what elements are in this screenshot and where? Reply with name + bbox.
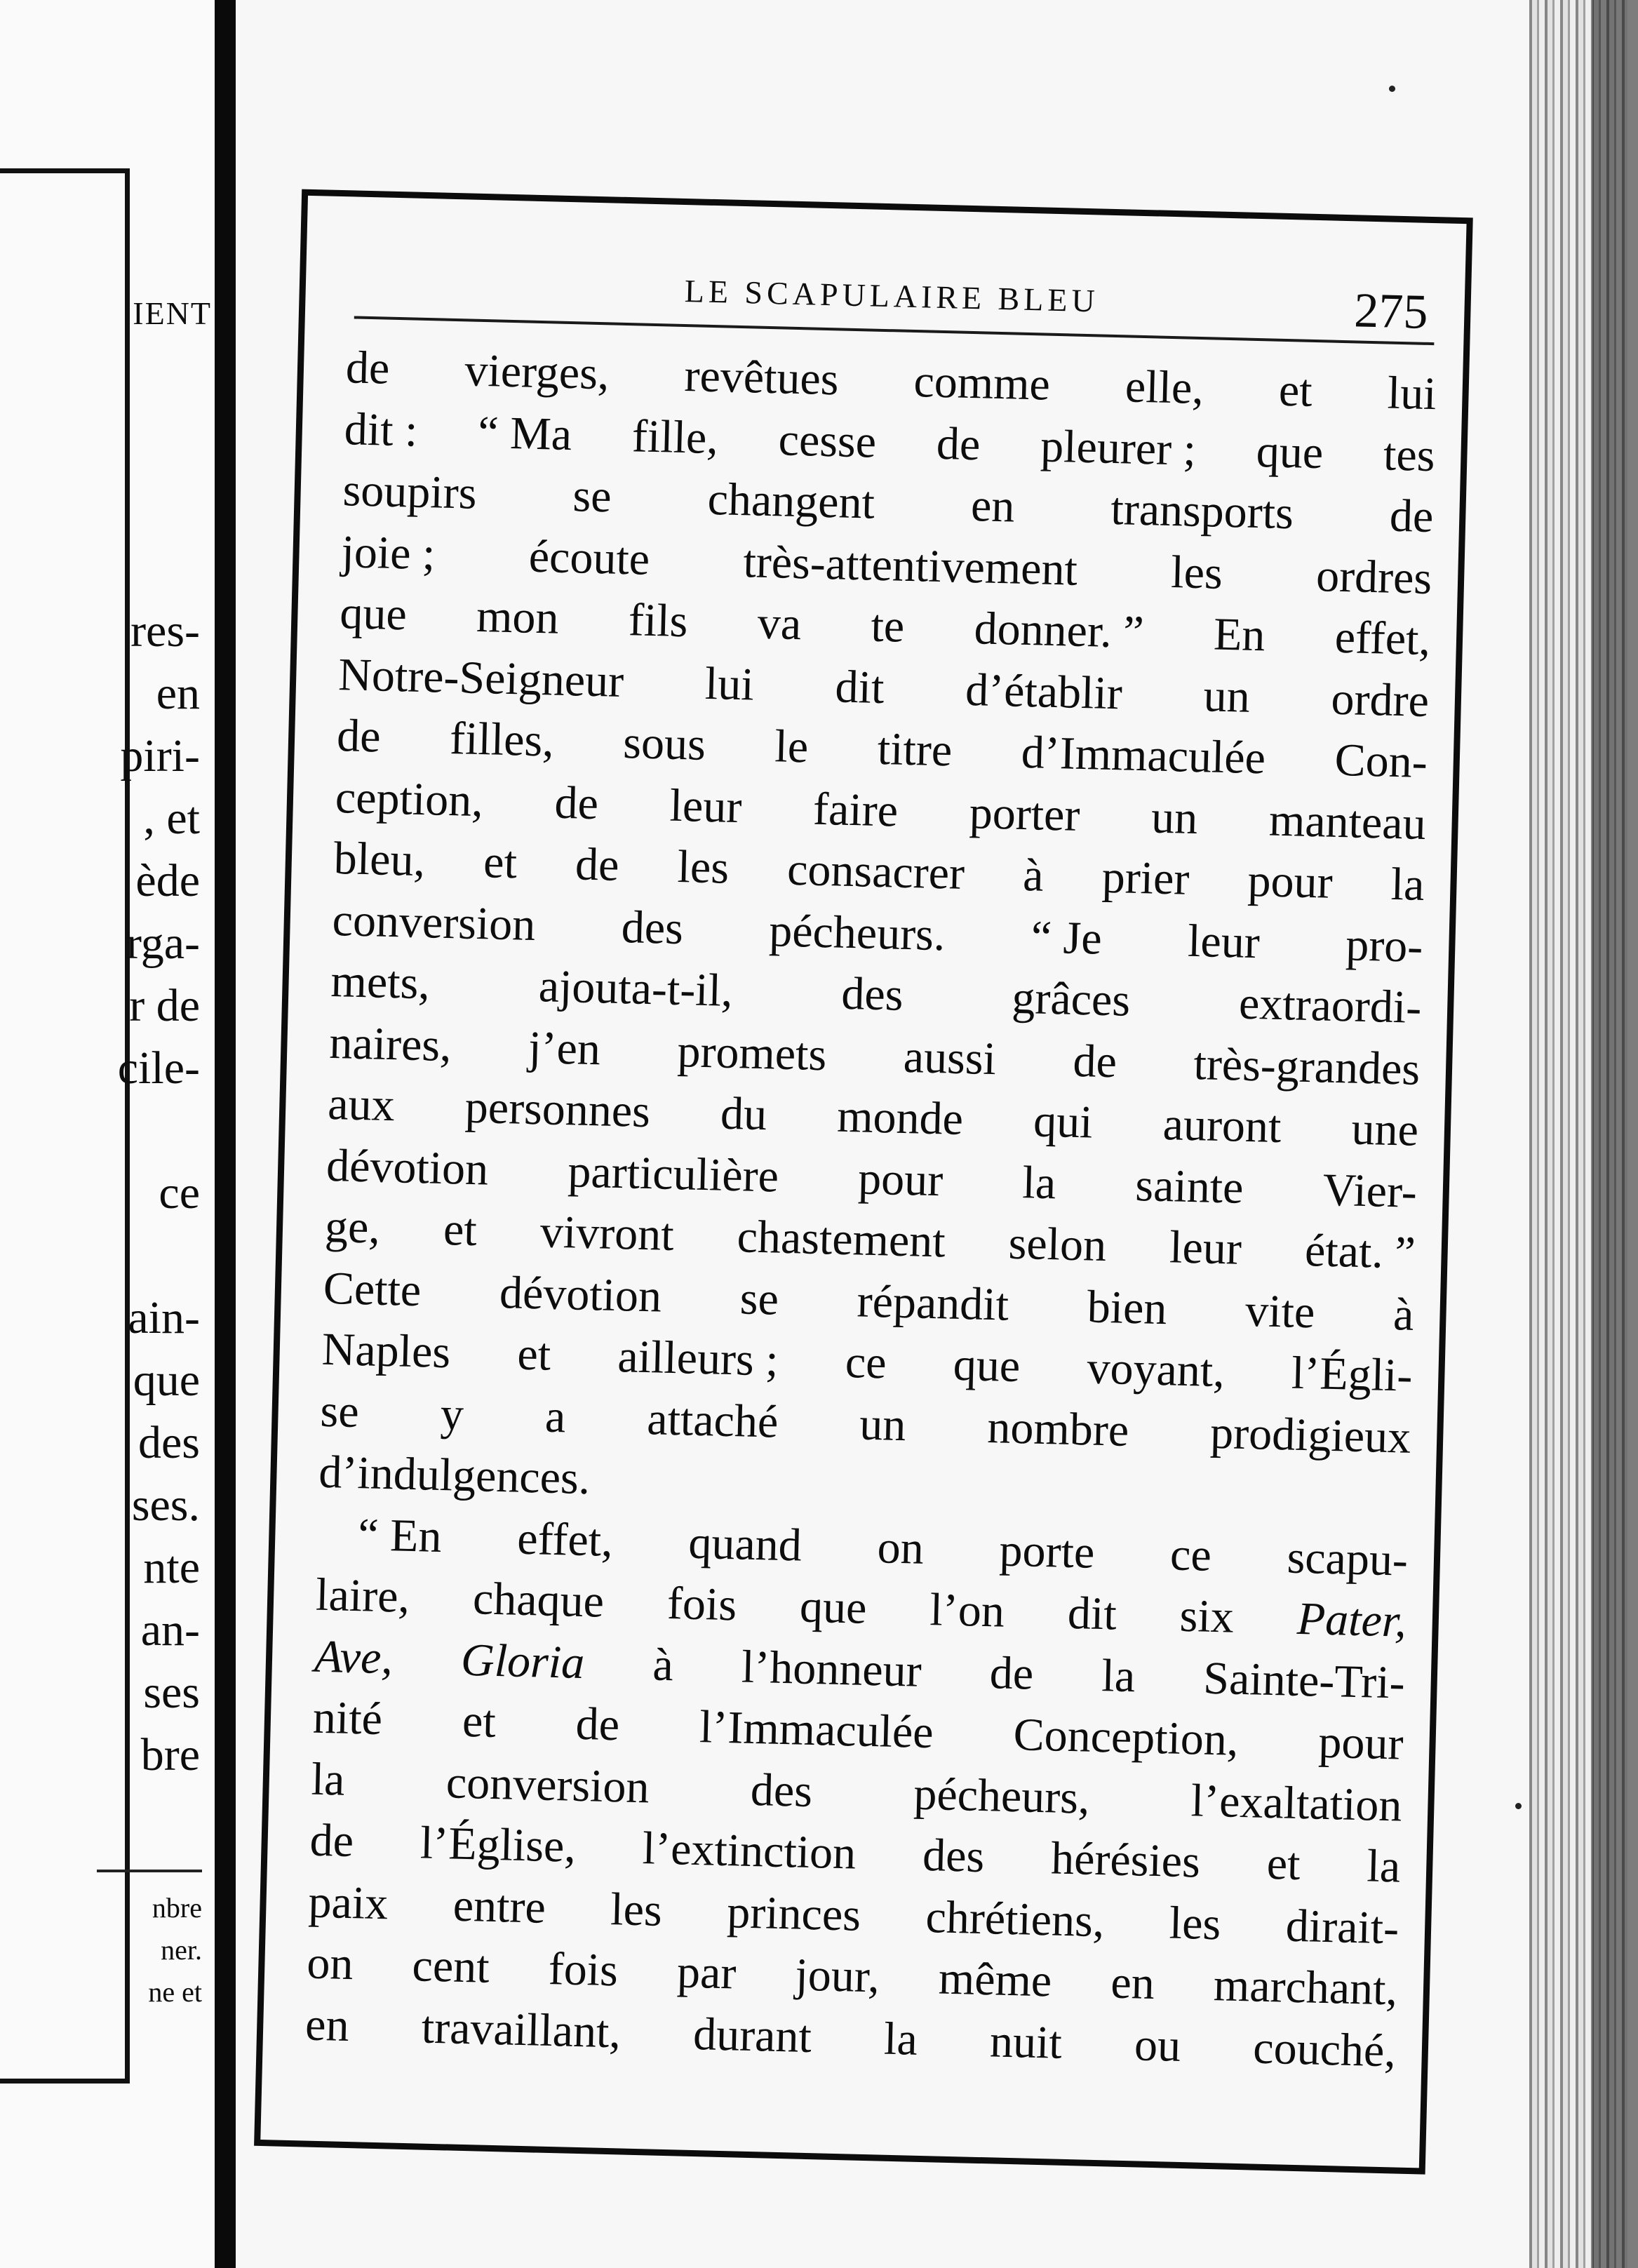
word: effet, (1334, 611, 1431, 666)
word: filles, (449, 712, 555, 767)
binding-edge (1592, 0, 1638, 2268)
word: Con- (1334, 734, 1428, 789)
word: Vier- (1322, 1164, 1418, 1218)
left-line-ending: , et (143, 793, 200, 844)
word: cesse (777, 413, 877, 468)
word: des (620, 901, 684, 954)
word: sainte (1134, 1159, 1244, 1214)
word: l’Immaculée (699, 1701, 934, 1759)
word: jour, (794, 1949, 880, 2003)
word: en (970, 480, 1016, 532)
word: selon (1007, 1217, 1107, 1272)
word: nité (312, 1691, 383, 1745)
word: mon (476, 590, 560, 644)
word: naires, (328, 1016, 452, 1071)
word: les (610, 1883, 663, 1936)
word: par (676, 1946, 737, 1999)
word: de (989, 1646, 1035, 1700)
left-footnote-rule (97, 1870, 202, 1872)
word: conversion (445, 1756, 650, 1813)
word: se (739, 1272, 779, 1325)
word: que (953, 1338, 1021, 1393)
word: ou (1134, 2018, 1182, 2072)
left-line-ending: piri- (120, 730, 200, 781)
word: nuit (989, 2015, 1063, 2069)
word: donner. ” (973, 603, 1145, 659)
word: quand (687, 1517, 803, 1571)
word: le (774, 720, 810, 773)
word: travaillant, (421, 2001, 622, 2058)
word: Naples (321, 1323, 451, 1378)
left-line-endings (118, 600, 200, 1786)
word: particulière (567, 1145, 779, 1202)
word: répandit (856, 1275, 1009, 1331)
word: chastement (736, 1211, 946, 1268)
word: dévotion (325, 1139, 490, 1195)
word: chrétiens, (925, 1891, 1106, 1947)
word: bleu, (333, 833, 426, 887)
word: En (1213, 608, 1266, 662)
word: leur (1169, 1221, 1242, 1275)
word: porte (998, 1524, 1096, 1578)
word: pour (1247, 854, 1334, 908)
word: Ave, (314, 1630, 394, 1684)
word: fois (666, 1577, 737, 1631)
word: grâces (1011, 972, 1131, 1026)
word: effet, (516, 1512, 614, 1566)
left-line-ending: ain- (128, 1292, 200, 1343)
word: revêtues (683, 350, 840, 405)
word: d’indulgences. (318, 1446, 591, 1505)
word: des (750, 1764, 813, 1817)
word: la (310, 1753, 346, 1806)
word: durant (692, 2008, 812, 2062)
word: Cette (323, 1262, 422, 1316)
ink-speck (1389, 86, 1395, 92)
word: l’Église, (419, 1817, 577, 1872)
word: très-grandes (1193, 1038, 1421, 1095)
word: entre (452, 1879, 546, 1933)
word: les (1169, 1897, 1222, 1950)
word: les (1170, 546, 1223, 599)
word: changent (706, 473, 875, 529)
word: de (936, 417, 981, 470)
word: un (1202, 669, 1251, 723)
word: ajouta-t-il, (537, 960, 734, 1016)
word: hérésies (1050, 1832, 1201, 1888)
word: “ Ma (477, 406, 573, 460)
word: qui (1033, 1095, 1094, 1148)
word: l’extinction (642, 1823, 857, 1879)
left-running-head-fragment: IENT (133, 295, 212, 331)
word: pleurer ; (1040, 420, 1197, 476)
left-line-ending (118, 1224, 200, 1287)
left-line-ending: ède (135, 855, 200, 906)
word: consacrer (786, 843, 965, 899)
word: aux (327, 1078, 396, 1132)
word: d’établir (965, 664, 1123, 719)
word: Notre-Seigneur (337, 648, 625, 707)
word: et (1266, 1837, 1301, 1891)
word: on (306, 1937, 354, 1990)
word: ce (1169, 1528, 1212, 1581)
word: pécheurs. (768, 904, 946, 960)
word: et (1278, 364, 1313, 417)
text-frame (254, 189, 1473, 2175)
word: ception, (335, 771, 484, 826)
word: de (575, 838, 620, 891)
word: la (1390, 858, 1425, 911)
word: vierges, (464, 344, 610, 400)
left-line-ending: bre (140, 1729, 200, 1780)
word: d’Immaculée (1021, 726, 1266, 784)
word: monde (836, 1090, 964, 1146)
word: la (1366, 1840, 1402, 1893)
word: mets, (330, 955, 431, 1009)
word: et (516, 1328, 552, 1381)
word: des (840, 967, 904, 1021)
word: un (1150, 791, 1199, 844)
word: six (1179, 1590, 1235, 1643)
word: “ Je (1031, 911, 1103, 965)
word: et (462, 1695, 497, 1747)
word: que (339, 587, 408, 640)
word: des (922, 1829, 986, 1883)
word: ordres (1315, 549, 1433, 604)
word: en (1110, 1957, 1155, 2010)
word: y (439, 1388, 464, 1440)
left-footnote-fragment: ner. (161, 1934, 202, 1966)
word: la (883, 2013, 918, 2065)
word: à (1022, 850, 1045, 901)
word: j’en (528, 1021, 601, 1075)
word: même (938, 1952, 1053, 2007)
word: à (652, 1638, 674, 1691)
left-text-frame (0, 168, 130, 2084)
word: à (1392, 1288, 1415, 1341)
word: prodigieux (1209, 1407, 1412, 1463)
word: tes (1383, 428, 1436, 481)
word: attaché (646, 1393, 779, 1448)
word: vivront (539, 1206, 675, 1261)
word: fille, (631, 410, 719, 464)
word: chaque (472, 1573, 605, 1628)
word: Sainte-Tri- (1202, 1652, 1406, 1709)
word: sous (622, 717, 706, 770)
left-line-ending (118, 1099, 200, 1162)
left-line-ending: des (138, 1417, 200, 1468)
word: de (1389, 490, 1435, 543)
left-line-ending: nte (143, 1542, 200, 1593)
word: laire, (315, 1569, 410, 1623)
word: écoute (528, 530, 650, 585)
body-text (304, 337, 1437, 2081)
word: porter (968, 786, 1081, 841)
word: de (309, 1814, 354, 1867)
book-gutter (215, 0, 236, 2268)
word: pour (857, 1152, 944, 1206)
word: leur (1187, 915, 1261, 968)
word: de (345, 342, 391, 394)
word: couché, (1252, 2022, 1397, 2076)
word: leur (669, 779, 743, 833)
word: les (676, 840, 730, 894)
word: comme (913, 356, 1051, 410)
word: dit : (344, 403, 419, 457)
word: l’on (929, 1584, 1005, 1637)
word: pour (1317, 1716, 1404, 1770)
word: de (336, 710, 382, 763)
word: une (1350, 1103, 1419, 1156)
word: que (799, 1581, 868, 1634)
word: ailleurs ; (617, 1331, 779, 1386)
left-line-ending: ses (143, 1667, 200, 1718)
word: paix (307, 1876, 389, 1929)
word: dit (834, 660, 885, 713)
word: promets (676, 1025, 828, 1080)
word: lui (1386, 367, 1437, 420)
word: dirait- (1285, 1900, 1400, 1954)
word: on (876, 1521, 925, 1574)
word: fils (628, 594, 689, 647)
word: un (859, 1398, 907, 1451)
left-line-ending: res- (130, 605, 200, 657)
word: va (756, 597, 803, 650)
word: ce (845, 1336, 887, 1389)
word: titre (877, 723, 953, 777)
word: a (544, 1390, 567, 1442)
word: voyant, (1086, 1342, 1226, 1397)
left-line-ending: ses. (131, 1479, 200, 1531)
word: “ En (357, 1508, 443, 1562)
word: se (572, 470, 612, 523)
word: de (575, 1698, 621, 1751)
word: de (1072, 1035, 1117, 1087)
word: vite (1244, 1284, 1316, 1338)
word: auront (1162, 1099, 1282, 1153)
page-number: 275 (1353, 283, 1429, 340)
left-footnote-fragment: ne et (148, 1976, 202, 2008)
word: cent (411, 1940, 490, 1993)
word: l’Égli- (1291, 1347, 1414, 1402)
word: en (304, 1999, 350, 2051)
left-footnote-fragment: nbre (152, 1892, 202, 1924)
word: la (1101, 1649, 1136, 1702)
word: te (870, 600, 906, 652)
word: faire (812, 783, 899, 837)
word: Conception, (1012, 1709, 1240, 1766)
word: lui (704, 657, 755, 711)
word: dévotion (499, 1266, 662, 1322)
word: aussi (903, 1031, 997, 1085)
word: l’exaltation (1190, 1774, 1403, 1832)
word: marchant, (1213, 1959, 1398, 2015)
word: scapu- (1286, 1531, 1409, 1586)
word: Gloria (460, 1634, 586, 1689)
word: extraordi- (1238, 977, 1423, 1033)
word: conversion (331, 894, 537, 951)
left-line-ending: r de (129, 980, 200, 1031)
word: prier (1101, 851, 1190, 905)
word: pécheurs, (913, 1768, 1091, 1824)
left-line-ending: ce (159, 1167, 200, 1219)
word: nombre (986, 1401, 1130, 1456)
word: la (1021, 1156, 1057, 1209)
word: dit (1067, 1587, 1117, 1640)
left-line-ending: en (156, 668, 200, 719)
left-line-ending: cile- (117, 1042, 200, 1094)
word: l’honneur (741, 1641, 922, 1697)
running-title: LE SCAPULAIRE BLEU (684, 272, 1100, 319)
ink-speck (1515, 1803, 1522, 1809)
left-line-ending: rga- (126, 918, 200, 969)
word: manteau (1268, 794, 1427, 850)
word: que (1256, 425, 1324, 478)
left-footnotes (148, 1887, 202, 2013)
word: pro- (1345, 918, 1424, 972)
left-facing-page (0, 0, 217, 2268)
word: ordre (1330, 673, 1430, 727)
word: bien (1086, 1280, 1168, 1334)
word: elle, (1125, 361, 1204, 415)
word: Pater, (1296, 1592, 1407, 1647)
word: se (319, 1385, 360, 1437)
word: état. ” (1304, 1224, 1416, 1279)
word: joie ; (340, 525, 436, 579)
word: et (443, 1203, 478, 1256)
word: princes (726, 1886, 861, 1941)
word: très-attentivement (742, 535, 1078, 596)
left-line-ending: an- (140, 1604, 200, 1656)
word: transports (1110, 483, 1294, 539)
word: de (553, 777, 599, 829)
word: fois (547, 1942, 619, 1997)
word: soupirs (342, 464, 478, 519)
word: ge, (324, 1200, 381, 1254)
word: personnes (464, 1081, 651, 1138)
word: et (483, 836, 518, 889)
left-line-ending: que (133, 1355, 200, 1406)
word: du (720, 1087, 767, 1141)
